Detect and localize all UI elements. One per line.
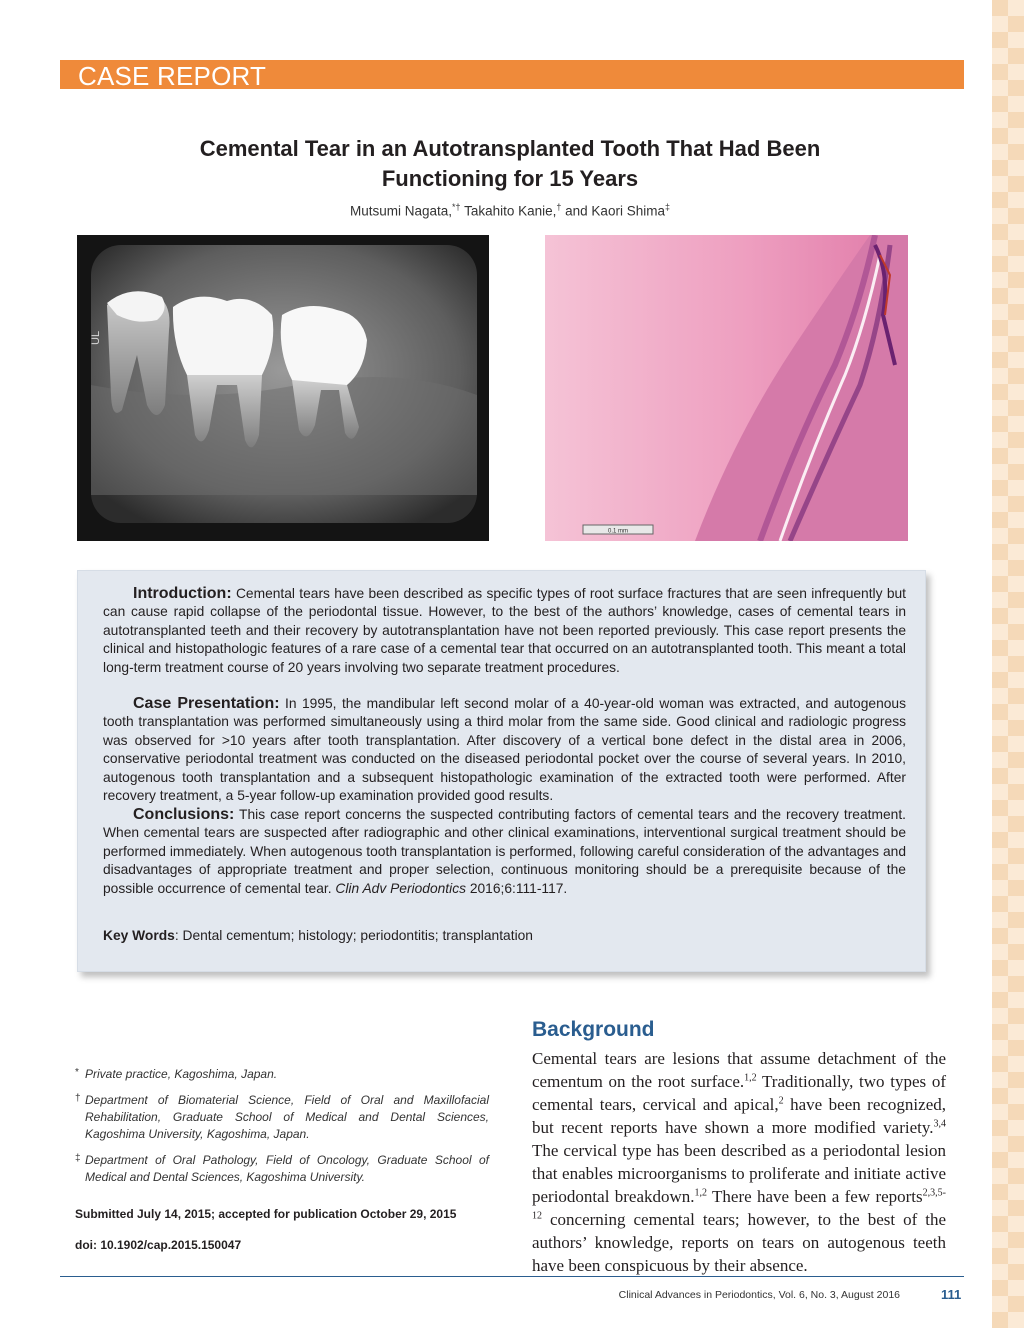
doi: doi: 10.1902/cap.2015.150047 [75, 1238, 242, 1252]
strip-tile [992, 768, 1008, 784]
background-sentence-4: The cervical type has been described as a periodontal lesion that enables microorganisms to proliferate and initiate active periodontal breakdown. [532, 1141, 946, 1206]
strip-tile [1008, 1088, 1024, 1104]
author-3: and Kaori Shima [561, 203, 665, 219]
strip-tile [1008, 896, 1024, 912]
strip-tile [1008, 1024, 1024, 1040]
author-2-mark: † [556, 202, 562, 212]
background-text [532, 1047, 946, 1277]
strip-tile [1008, 1280, 1024, 1296]
strip-tile [1008, 880, 1024, 896]
author-2: Takahito Kanie, [460, 203, 557, 219]
strip-tile [1008, 848, 1024, 864]
strip-tile [1008, 992, 1024, 1008]
affiliation-footnotes [75, 1066, 489, 1195]
strip-tile [992, 752, 1008, 768]
strip-tile [1008, 432, 1024, 448]
strip-tile [1008, 544, 1024, 560]
strip-tile [1008, 144, 1024, 160]
footnote-1-text: Private practice, Kagoshima, Japan. [85, 1067, 278, 1081]
strip-tile [1008, 1312, 1024, 1328]
strip-tile [1008, 784, 1024, 800]
strip-tile [992, 160, 1008, 176]
strip-tile [992, 64, 1008, 80]
strip-tile [1008, 1072, 1024, 1088]
strip-tile [992, 16, 1008, 32]
case-presentation-heading: Case Presentation: [133, 695, 280, 712]
title-line-2: Functioning for 15 Years [381, 166, 639, 191]
strip-tile [992, 1216, 1008, 1232]
strip-tile [992, 848, 1008, 864]
strip-tile [992, 288, 1008, 304]
strip-tile [1008, 384, 1024, 400]
abstract-conclusions [103, 806, 906, 898]
strip-tile [1008, 1136, 1024, 1152]
background-sentence-3: have been recognized, but recent reports have shown a more modified variety. [532, 1095, 946, 1137]
strip-tile [992, 208, 1008, 224]
strip-tile [1008, 464, 1024, 480]
strip-tile [1008, 192, 1024, 208]
strip-tile [1008, 736, 1024, 752]
strip-tile [1008, 640, 1024, 656]
author-list [110, 202, 910, 219]
strip-tile [992, 464, 1008, 480]
strip-tile [992, 1088, 1008, 1104]
strip-tile [992, 240, 1008, 256]
author-1-mark: *† [452, 202, 461, 212]
strip-tile [992, 864, 1008, 880]
ref-2: 2 [778, 1095, 784, 1107]
strip-tile [992, 560, 1008, 576]
strip-tile [992, 1056, 1008, 1072]
strip-tile [1008, 1200, 1024, 1216]
conclusions-text: This case report concerns the suspected contributing factors of cemental tears and the recovery treatment. When cemental tears are suspected after radiographic and other clinical examinations, interventional surgical treatment should be performed immediately. When autogenous tooth transplantation is performed, following careful consideration of the advantages and disadvantages of appropriate treatment and proper selection, continuous monitoring should be a prerequisite because of the possible occurrence of cemental tear. [103, 807, 906, 896]
strip-tile [992, 624, 1008, 640]
background-sentence-6: concerning cemental tears; however, to the best of the authors’ knowledge, reports on tears on autogenous teeth have been conspicuous by their absence. [532, 1210, 946, 1275]
strip-tile [992, 224, 1008, 240]
strip-tile [1008, 176, 1024, 192]
strip-tile [1008, 48, 1024, 64]
strip-tile [1008, 128, 1024, 144]
strip-tile [1008, 912, 1024, 928]
radiograph-marker: UL [90, 330, 102, 345]
strip-tile [1008, 976, 1024, 992]
strip-tile [1008, 352, 1024, 368]
strip-tile [992, 704, 1008, 720]
strip-tile [1008, 1008, 1024, 1024]
strip-tile [992, 656, 1008, 672]
strip-tile [1008, 704, 1024, 720]
footnote-3-text: Department of Oral Pathology, Field of Oncology, Graduate School of Medical and Dental Sciences, Kagoshima University. [85, 1153, 489, 1184]
author-1: Mutsumi Nagata, [350, 203, 453, 219]
strip-tile [992, 384, 1008, 400]
strip-tile [992, 192, 1008, 208]
author-3-mark: ‡ [664, 202, 670, 212]
strip-tile [992, 800, 1008, 816]
strip-tile [992, 960, 1008, 976]
strip-tile [1008, 624, 1024, 640]
strip-tile [992, 912, 1008, 928]
introduction-text: Cemental tears have been described as specific types of root surface fractures that are seen infrequently but can cause rapid collapse of the periodontal tissue. However, to the best of the authors’ knowledge, cases of cemental tears in autotransplanted teeth and their recovery by autotransplantation have not been reported previously. This case report presents the clinical and histopathologic features of a rare case of a cemental tear that occurred on an autotransplanted tooth. This meant a total long-term treatment course of 20 years involving two separate treatment procedures. [103, 586, 906, 675]
abstract-case-presentation [103, 695, 906, 805]
strip-tile [1008, 816, 1024, 832]
keywords-text: : Dental cementum; histology; periodontitis; transplantation [174, 928, 533, 943]
strip-tile [992, 80, 1008, 96]
strip-tile [1008, 1216, 1024, 1232]
strip-tile [1008, 608, 1024, 624]
strip-tile [992, 416, 1008, 432]
histology-drawing [545, 235, 908, 541]
strip-tile [992, 928, 1008, 944]
keywords-label: Key Words [103, 928, 175, 943]
strip-tile [992, 256, 1008, 272]
abstract-introduction [103, 585, 906, 677]
citation-details: 2016;6:111-117. [466, 880, 568, 896]
strip-tile [1008, 512, 1024, 528]
strip-tile [992, 672, 1008, 688]
strip-tile [1008, 960, 1024, 976]
strip-tile [992, 1120, 1008, 1136]
strip-tile [1008, 112, 1024, 128]
strip-tile [1008, 1104, 1024, 1120]
strip-tile [1008, 416, 1024, 432]
strip-tile [992, 304, 1008, 320]
strip-tile [992, 896, 1008, 912]
strip-tile [992, 112, 1008, 128]
strip-tile [1008, 576, 1024, 592]
strip-tile [1008, 1296, 1024, 1312]
radiograph-drawing [77, 235, 489, 541]
introduction-heading: Introduction: [133, 585, 232, 602]
ref-5: 2,3,5-12 [532, 1187, 946, 1222]
strip-tile [992, 176, 1008, 192]
strip-tile [992, 368, 1008, 384]
strip-tile [1008, 1232, 1024, 1248]
strip-tile [1008, 1040, 1024, 1056]
strip-tile [1008, 208, 1024, 224]
strip-tile [992, 1312, 1008, 1328]
radiograph-image [77, 235, 489, 541]
journal-footer: Clinical Advances in Periodontics, Vol. 6, No. 3, August 2016 [618, 1289, 900, 1301]
strip-tile [992, 592, 1008, 608]
citation-journal: Clin Adv Periodontics [335, 880, 466, 896]
strip-tile [992, 400, 1008, 416]
strip-tile [992, 544, 1008, 560]
strip-tile [992, 640, 1008, 656]
strip-tile [992, 832, 1008, 848]
strip-tile [992, 1040, 1008, 1056]
strip-tile [1008, 944, 1024, 960]
strip-tile [1008, 96, 1024, 112]
footnote-3 [75, 1152, 489, 1186]
strip-tile [992, 320, 1008, 336]
strip-tile [1008, 800, 1024, 816]
strip-tile [992, 1280, 1008, 1296]
strip-tile [1008, 272, 1024, 288]
strip-tile [992, 336, 1008, 352]
scale-bar-label: 0.1 mm [607, 528, 629, 535]
strip-tile [992, 1264, 1008, 1280]
banner-label: CASE REPORT [78, 61, 267, 91]
strip-tile [992, 736, 1008, 752]
strip-tile [1008, 1184, 1024, 1200]
strip-tile [992, 784, 1008, 800]
strip-tile [1008, 496, 1024, 512]
strip-tile [992, 496, 1008, 512]
background-heading: Background [532, 1018, 655, 1041]
strip-tile [992, 1248, 1008, 1264]
strip-tile [992, 528, 1008, 544]
ref-1: 1,2 [744, 1072, 757, 1084]
strip-tile [1008, 480, 1024, 496]
case-presentation-text: In 1995, the mandibular left second molar of a 40-year-old woman was extracted, and autogenous tooth transplantation was performed simultaneously using a third molar from the same side. Good clinical and radiologic progress was observed for >10 years after tooth transplantation. After discovery of a vertical bone defect in the distal area in 2006, conservative periodontal treatment was conducted on the diseased periodontal pocket over the course of several years. In 2010, autogenous tooth transplantation and a subsequent histopathologic examination of the extracted tooth were performed. After recovery treatment, a 5-year follow-up examination provided good results. [103, 696, 906, 804]
strip-tile [1008, 240, 1024, 256]
strip-tile [1008, 224, 1024, 240]
strip-tile [1008, 320, 1024, 336]
strip-tile [992, 816, 1008, 832]
strip-tile [1008, 832, 1024, 848]
strip-tile [1008, 336, 1024, 352]
strip-tile [992, 1296, 1008, 1312]
submission-dates: Submitted July 14, 2015; accepted for publication October 29, 2015 [75, 1207, 457, 1221]
strip-tile [1008, 400, 1024, 416]
strip-tile [1008, 16, 1024, 32]
strip-tile [1008, 1264, 1024, 1280]
strip-tile [1008, 672, 1024, 688]
strip-tile [992, 688, 1008, 704]
footnote-1-mark: * [75, 1067, 79, 1078]
strip-tile [1008, 80, 1024, 96]
strip-tile [992, 880, 1008, 896]
footnote-2 [75, 1092, 489, 1143]
strip-tile [992, 1152, 1008, 1168]
strip-tile [1008, 1056, 1024, 1072]
article-title [110, 134, 910, 194]
strip-tile [1008, 1168, 1024, 1184]
strip-tile [1008, 656, 1024, 672]
strip-tile [1008, 928, 1024, 944]
strip-tile [992, 352, 1008, 368]
strip-tile [1008, 560, 1024, 576]
strip-tile [1008, 0, 1024, 16]
strip-tile [992, 480, 1008, 496]
strip-tile [992, 272, 1008, 288]
footnote-2-mark: † [75, 1093, 81, 1104]
strip-tile [992, 992, 1008, 1008]
strip-tile [1008, 304, 1024, 320]
strip-tile [1008, 592, 1024, 608]
strip-tile [1008, 160, 1024, 176]
strip-tile [992, 32, 1008, 48]
footnote-2-text: Department of Biomaterial Science, Field of Oral and Maxillofacial Rehabilitation, Graduate School of Medical and Dental Sciences, Kagoshima University, Kagoshima, Japan. [85, 1093, 489, 1141]
case-report-banner [60, 60, 964, 89]
strip-tile [992, 144, 1008, 160]
strip-tile [992, 1024, 1008, 1040]
background-sentence-1: Cemental tears are lesions that assume detachment of the cementum on the root surface. [532, 1049, 946, 1091]
strip-tile [992, 1200, 1008, 1216]
strip-tile [992, 1136, 1008, 1152]
strip-tile [1008, 688, 1024, 704]
footnote-1 [75, 1066, 489, 1083]
strip-tile [992, 1184, 1008, 1200]
strip-tile [992, 448, 1008, 464]
strip-tile [992, 0, 1008, 16]
strip-tile [1008, 768, 1024, 784]
strip-tile [992, 432, 1008, 448]
decorative-side-strip [992, 0, 1024, 1325]
strip-tile [992, 1232, 1008, 1248]
strip-tile [992, 976, 1008, 992]
strip-tile [1008, 1120, 1024, 1136]
background-sentence-5: There have been a few reports [707, 1187, 923, 1206]
strip-tile [1008, 864, 1024, 880]
strip-tile [1008, 448, 1024, 464]
strip-tile [992, 720, 1008, 736]
keywords [103, 927, 906, 945]
page-number: 111 [941, 1287, 962, 1302]
strip-tile [992, 1072, 1008, 1088]
strip-tile [992, 576, 1008, 592]
ref-4: 1,2 [694, 1187, 708, 1199]
strip-tile [1008, 720, 1024, 736]
ref-3: 3,4 [933, 1118, 946, 1130]
strip-tile [992, 96, 1008, 112]
background-sentence-2: Traditionally, two types of cemental tears, cervical and apical, [532, 1072, 946, 1114]
strip-tile [992, 1104, 1008, 1120]
strip-tile [992, 608, 1008, 624]
strip-tile [992, 512, 1008, 528]
footer-rule [60, 1276, 964, 1277]
strip-tile [992, 128, 1008, 144]
conclusions-heading: Conclusions: [133, 806, 235, 823]
strip-tile [1008, 1152, 1024, 1168]
strip-tile [992, 1008, 1008, 1024]
abstract-box [77, 570, 926, 972]
strip-tile [1008, 32, 1024, 48]
strip-tile [1008, 1248, 1024, 1264]
title-line-1: Cemental Tear in an Autotransplanted Tooth That Had Been [199, 136, 821, 161]
strip-tile [992, 48, 1008, 64]
strip-tile [992, 1168, 1008, 1184]
strip-tile [1008, 752, 1024, 768]
strip-tile [1008, 64, 1024, 80]
strip-tile [1008, 528, 1024, 544]
strip-tile [1008, 368, 1024, 384]
strip-tile [992, 944, 1008, 960]
footnote-3-mark: ‡ [75, 1153, 81, 1164]
histology-image [545, 235, 908, 541]
strip-tile [1008, 256, 1024, 272]
strip-tile [1008, 288, 1024, 304]
